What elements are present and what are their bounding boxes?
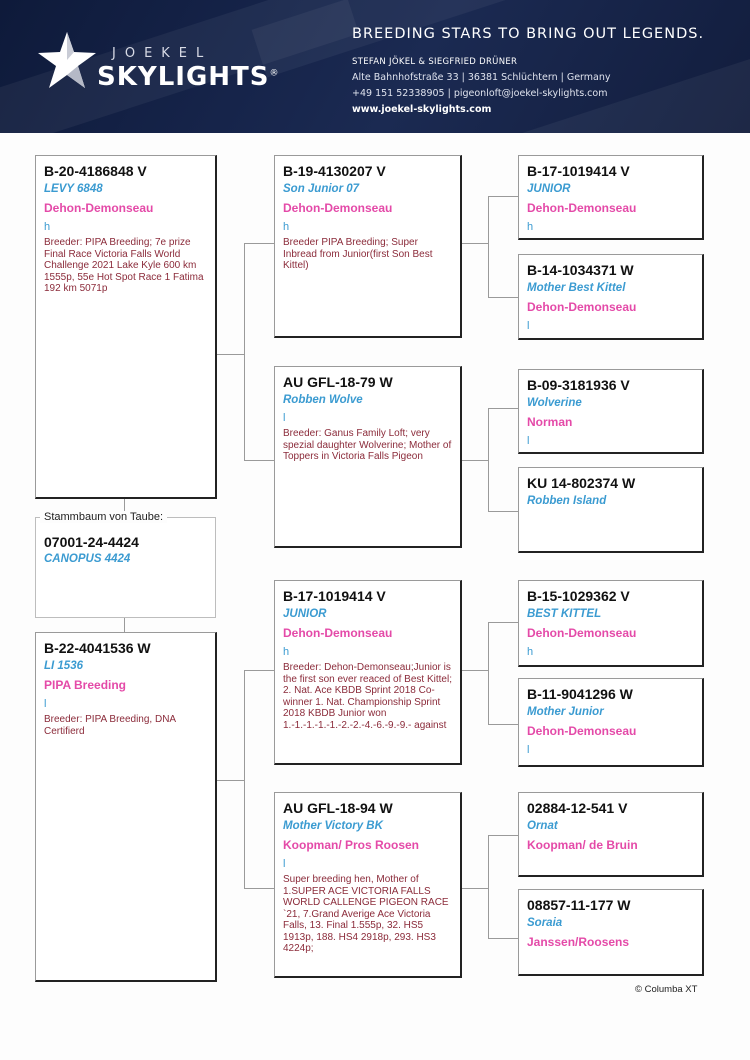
remarks: Breeder: PIPA Breeding, DNA Certifierd (44, 714, 176, 737)
connector-line (488, 938, 518, 939)
great-grandparent-box (518, 580, 704, 667)
connector-line (461, 460, 488, 461)
pigeon-name: Son Junior 07 (283, 183, 360, 195)
sex-marker: h (527, 221, 534, 233)
connector-line (461, 888, 488, 889)
great-grandparent-box (518, 467, 704, 553)
remarks: Breeder: Ganus Family Loft; very spezial daughter Wolverine; Mother of Toppers in Victoria Falls Pigeon (283, 428, 452, 462)
connector-line (488, 196, 518, 197)
great-grandparent-box (518, 369, 704, 454)
breeder-name: Dehon-Demonseau (527, 300, 637, 314)
breeder-name: Norman (527, 415, 573, 429)
maternal-grandmother-box (274, 792, 462, 978)
connector-line (124, 618, 125, 632)
ring-number: B-19-4130207 V (283, 163, 386, 179)
connector-line (488, 622, 518, 623)
remarks: Super breeding hen, Mother of 1.SUPER ACE VICTORIA FALLS WORLD CALLENGE PIGEON RACE `21, 7.Grand Averige Ace Victoria Falls, 13. Final 1.555p, 32. HS5 1913p, 188. HS4 2918p, 293. HS3 4224p; (283, 874, 449, 954)
owners: STEFAN JÖKEL & SIEGFRIED DRÜNER (352, 57, 518, 67)
connector-line (488, 297, 518, 298)
remarks: Breeder: PIPA Breeding; 7e prize Final Race Victoria Falls World Challenge 2021 Lake Kyle 600 km 1555p, 55e Hot Spot Race 1 Fatima 192 km 5071p (44, 237, 204, 294)
pigeon-name: LEVY 6848 (44, 183, 103, 195)
connector-line (216, 354, 244, 355)
breeder-name: Dehon-Demonseau (283, 201, 393, 215)
sex-marker: l (527, 320, 530, 332)
pigeon-name: LI 1536 (44, 660, 83, 672)
connector-line (244, 670, 274, 671)
ring-number: AU GFL-18-94 W (283, 800, 393, 816)
great-grandparent-box (518, 254, 704, 340)
header-banner (0, 0, 750, 133)
sex-marker: h (283, 221, 290, 233)
subject-pigeon-box (35, 517, 216, 618)
ring-number: AU GFL-18-79 W (283, 374, 393, 390)
breeder-name: Dehon-Demonseau (527, 626, 637, 640)
address: Alte Bahnhofstraße 33 | 36381 Schlüchtern | Germany (352, 72, 611, 83)
pigeon-name: Ornat (527, 820, 558, 832)
pigeon-name: BEST KITTEL (527, 608, 602, 620)
subject-name: CANOPUS 4424 (44, 553, 131, 565)
connector-line (488, 622, 489, 724)
connector-line (461, 243, 488, 244)
paternal-grandmother-box (274, 366, 462, 548)
connector-line (488, 835, 518, 836)
remarks: Breeder PIPA Breeding; Super Inbread from Junior(first Son Best Kittel) (283, 237, 433, 271)
pigeon-name: Mother Victory BK (283, 820, 383, 832)
great-grandparent-box (518, 678, 704, 767)
father-box (35, 155, 217, 499)
header-fold (478, 36, 750, 133)
great-grandparent-box (518, 889, 704, 976)
breeder-name: PIPA Breeding (44, 678, 127, 692)
sex-marker (527, 858, 694, 870)
mother-box (35, 632, 217, 982)
sex-marker: h (283, 646, 290, 658)
pigeon-name: Mother Junior (527, 706, 604, 718)
breeder-name: Dehon-Demonseau (44, 201, 154, 215)
great-grandparent-box (518, 155, 704, 240)
breeder-name: Dehon-Demonseau (527, 724, 637, 738)
sex-marker: h (44, 221, 51, 233)
ring-number: 08857-11-177 W (527, 897, 631, 913)
ring-number: B-14-1034371 W (527, 262, 634, 278)
ring-number: 02884-12-541 V (527, 800, 628, 816)
subject-label: Stammbaum von Taube: (40, 511, 167, 523)
star-logo-icon (36, 30, 98, 92)
pigeon-name: Robben Island (527, 495, 607, 507)
connector-line (244, 888, 274, 889)
connector-line (488, 408, 518, 409)
sex-marker (527, 955, 694, 967)
contact: +49 151 52338905 | pigeonloft@joekel-skylights.com (352, 88, 608, 99)
ring-number: B-17-1019414 V (283, 588, 386, 604)
breeder-name: Dehon-Demonseau (283, 626, 393, 640)
ring-number: B-22-4041536 W (44, 640, 151, 656)
breeder-name: Dehon-Demonseau (527, 201, 637, 215)
pigeon-name: Robben Wolve (283, 394, 363, 406)
subject-ring-number: 07001-24-4424 (44, 534, 139, 550)
connector-line (216, 780, 244, 781)
sex-marker: l (283, 858, 286, 870)
connector-line (244, 243, 274, 244)
great-grandparent-box (518, 792, 704, 877)
maternal-grandfather-box (274, 580, 462, 765)
logo-joekel-text: JOEKEL (112, 46, 213, 61)
breeder-name: Koopman/ Pros Roosen (283, 838, 420, 852)
website-link[interactable]: www.joekel-skylights.com (352, 104, 492, 115)
sex-marker: l (283, 412, 286, 424)
ring-number: B-20-4186848 V (44, 163, 147, 179)
pigeon-name: Wolverine (527, 397, 582, 409)
connector-line (488, 408, 489, 511)
ring-number: KU 14-802374 W (527, 475, 636, 491)
sex-marker (527, 513, 694, 525)
connector-line (488, 835, 489, 938)
connector-line (488, 511, 518, 512)
connector-line (461, 670, 488, 671)
connector-line (488, 196, 489, 297)
connector-line (488, 724, 518, 725)
connector-line (244, 243, 245, 460)
connector-line (244, 460, 274, 461)
tagline: BREEDING STARS TO BRING OUT LEGENDS. (352, 26, 705, 42)
pigeon-name: Soraia (527, 917, 563, 929)
breeder-name: Janssen/Roosens (527, 935, 630, 949)
pigeon-name: JUNIOR (283, 608, 327, 620)
connector-line (244, 670, 245, 888)
ring-number: B-15-1029362 V (527, 588, 630, 604)
sex-marker: l (527, 744, 530, 756)
ring-number: B-17-1019414 V (527, 163, 630, 179)
copyright-text: © Columba XT (635, 984, 698, 995)
logo-skylights-text: SKYLIGHTS® (97, 62, 280, 92)
paternal-grandfather-box (274, 155, 462, 338)
sex-marker: l (527, 435, 530, 447)
sex-marker: l (44, 698, 47, 710)
remarks: Breeder: Dehon-Demonseau;Junior is the first son ever reaced of Best Kittel; 2. Nat. Ace KBDB Sprint 2018 Co-winner 1. Nat. Championship Sprint 2018 KBDB Junior won 1.-1.-1.-1.-1.-2.-2.-4.-6.-9.-9.- against (283, 662, 452, 731)
ring-number: B-11-9041296 W (527, 686, 633, 702)
ring-number: B-09-3181936 V (527, 377, 630, 393)
pigeon-name: Mother Best Kittel (527, 282, 626, 294)
pigeon-name: JUNIOR (527, 183, 571, 195)
sex-marker: h (527, 646, 534, 658)
breeder-name: Koopman/ de Bruin (527, 838, 638, 852)
